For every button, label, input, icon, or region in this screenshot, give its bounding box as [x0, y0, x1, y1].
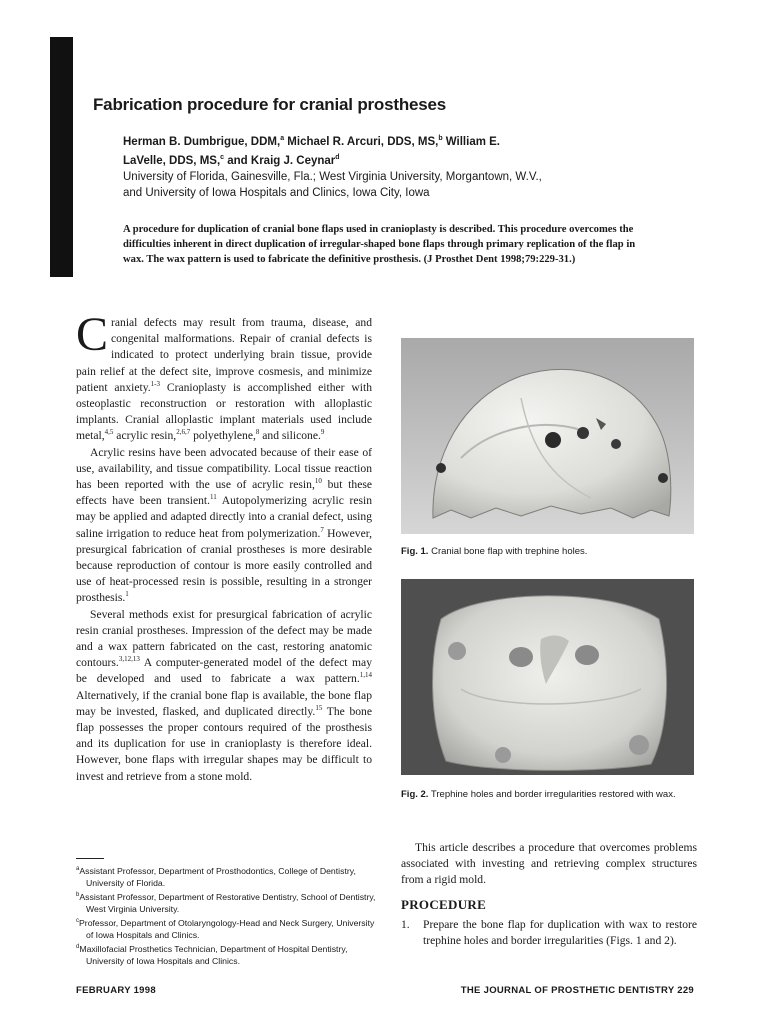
paragraph-text-run: ranial defects may result from trauma, disease, and congenital malformations. Repair of cranial defects is indicated to protect underlying brain tissue, provide pain relief at the defect site, improve cosmesis, and minimize patient anxiety. — [76, 316, 372, 394]
article-title: Fabrication procedure for cranial prostheses — [93, 95, 447, 114]
paragraph-1-text — [76, 308, 372, 443]
drop-cap: C — [76, 308, 109, 361]
figure-1-photo — [401, 338, 694, 534]
citation-superscript: 1 — [125, 590, 129, 599]
footnote-marker: b — [76, 891, 80, 898]
paragraph-text-run: Autopolymerizing acrylic resin may be applied and adapted directly into a cranial defect, using saline irrigation to reduce heat from polymerization. — [76, 494, 373, 540]
bone-flap-with-holes-image — [401, 338, 694, 534]
citation-superscript: 8 — [255, 428, 260, 437]
citation-superscript: 10 — [314, 477, 322, 486]
footnote — [76, 863, 376, 889]
affiliation: University of Florida, Gainesville, Fla.; West Virginia University, Morgantown, W.V., and University of Iowa Hospitals and Clinics, Iowa City, Iowa — [123, 170, 542, 199]
paragraph-text-run: but these effects have been transient. — [76, 478, 373, 508]
step-text: Prepare the bone flap for duplication with wax to restore trephine holes and border irregularities (Figs. 1 and 2). — [423, 917, 697, 948]
paragraph-text-run: Several methods exist for presurgical fabrication of acrylic resin cranial prostheses. Impression of the defect may be made and a wax pattern fabricated on the cast, restoring anatomic contours. — [76, 607, 372, 670]
author-sup: d — [335, 153, 340, 161]
author-sup: c — [220, 153, 225, 161]
paragraph-text-run: acrylic resin, — [113, 429, 177, 443]
footnote-rule — [76, 858, 104, 859]
side-bar-decoration — [50, 37, 73, 277]
footnote-marker: a — [76, 866, 80, 872]
paragraph-2 — [76, 445, 372, 607]
citation-superscript: 2,6,7 — [176, 428, 191, 437]
footnote-marker: d — [76, 943, 80, 950]
paragraph-2-text — [76, 446, 372, 605]
figure-2-caption — [401, 788, 699, 801]
citation-superscript: 11 — [210, 493, 217, 502]
citation-superscript: 7 — [320, 525, 324, 534]
paragraph-3 — [76, 607, 372, 785]
paragraph-text-run: Acrylic resins have been advocated because of their ease of use, availability, and tissue compatibility. Local tissue reaction has been reported with the use of acrylic resin, — [76, 445, 372, 492]
abstract: A procedure for duplication of cranial bone flaps used in cranioplasty is described. This procedure overcomes the difficulties inherent in direct duplication of irregular-shaped bone flaps through primary replication of the flap in wax. The wax pattern is used to fabricate the definitive prosthesis. (J Prosthet Dent 1998;79:229-31.) — [123, 224, 636, 265]
paragraph-text-run: A computer-generated model of the defect may be developed and used to fabricate a wax pattern. — [76, 656, 372, 686]
author-block — [123, 131, 543, 201]
citation-superscript: 1-3 — [150, 379, 161, 388]
right-column — [401, 840, 697, 949]
paragraph-1 — [76, 308, 372, 445]
paragraph-text-run: Cranioplasty is accomplished either with osteoplastic reconstruction or restoration with alloplastic implants. Cranial alloplastic implant materials used include metal, — [76, 380, 372, 443]
paragraph-4: This article describes a procedure that overcomes problems associated with investing and retrieving complex structures from a rigid mold. — [401, 841, 697, 887]
citation-superscript: 15 — [315, 704, 323, 713]
paragraph-3-text — [76, 608, 372, 783]
paragraph-text-run: and silicone. — [259, 429, 321, 443]
author-sup: a — [280, 135, 285, 142]
author-name: Michael R. Arcuri, DDS, MS, — [284, 135, 439, 148]
footnotes — [76, 863, 376, 967]
citation-superscript: 4,5 — [104, 428, 114, 437]
author-sup: b — [438, 135, 443, 142]
paragraph-text-run: Alternatively, if the cranial bone flap is available, the bone flap may be invested, flasked, and duplicated directly. — [76, 688, 372, 718]
procedure-heading: PROCEDURE — [401, 896, 487, 912]
figure-2-photo — [401, 579, 694, 775]
figure-1-caption — [401, 545, 699, 558]
procedure-step-1 — [401, 917, 697, 949]
footer-date: FEBRUARY 1998 — [76, 985, 156, 996]
author-name: and Kraig J. Ceynar — [224, 154, 336, 167]
figure-caption-text: Cranial bone flap with trephine holes. — [428, 546, 588, 557]
step-number: 1. — [401, 917, 410, 931]
citation-superscript: 3,12,13 — [118, 655, 140, 664]
figure-label: Fig. 2. — [401, 789, 429, 800]
footnote — [76, 889, 376, 915]
footnote-text: Professor, Department of Otolaryngology-Head and Neck Surgery, University of Iowa Hospitals and Clinics. — [79, 917, 375, 940]
left-column — [76, 308, 373, 785]
footnote-text: Assistant Professor, Department of Restorative Dentistry, School of Dentistry, West Virginia University. — [79, 891, 376, 914]
footnote — [76, 941, 376, 967]
citation-superscript: 1,14 — [359, 671, 372, 680]
author-name: William E. LaVelle, DDS, MS, — [123, 135, 501, 167]
citation-superscript: 9 — [320, 428, 325, 437]
figure-caption-text: Trephine holes and border irregularities restored with wax. — [428, 789, 676, 800]
author-name: Herman B. Dumbrigue, DDM, — [123, 135, 281, 148]
footnote-marker: c — [76, 917, 79, 924]
paragraph-text-run: However, presurgical fabrication of cranial prostheses is more desirable because reproduction of contour is more easily controlled and use of heat-processed resin is possible, resulting in a stronger prosthesis. — [76, 526, 373, 605]
footnote-text: Assistant Professor, Department of Prosthodontics, College of Dentistry, University of Florida. — [79, 865, 356, 888]
paragraph-text-run: The bone flap possesses the proper contours required of the prosthesis and its duplication for use in cranioplasty is therefore ideal. However, bone flaps with irregular shapes may be difficult to invest and retrieve from a stone mold. — [76, 704, 372, 783]
footnote-text: Maxillofacial Prosthetics Technician, Department of Hospital Dentistry, University of Iowa Hospitals and Clinics. — [79, 943, 348, 966]
bone-flap-restored-image — [401, 579, 694, 775]
footer-journal-page: THE JOURNAL OF PROSTHETIC DENTISTRY 229 — [460, 985, 694, 996]
footnote — [76, 915, 376, 941]
paragraph-text-run: polyethylene, — [190, 429, 256, 443]
figure-label: Fig. 1. — [401, 546, 429, 557]
author-names — [123, 131, 543, 169]
